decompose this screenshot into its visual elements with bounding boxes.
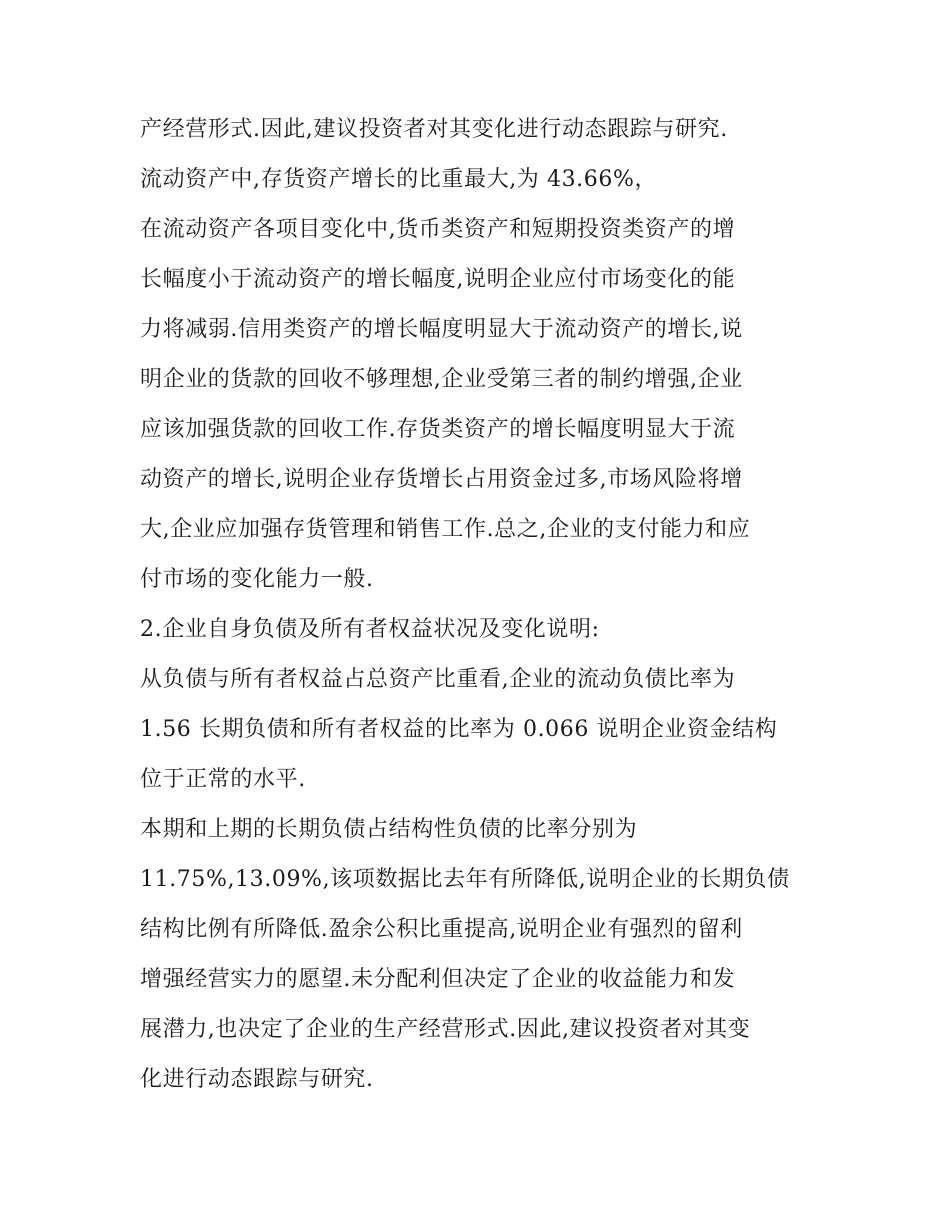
text-line: 明企业的货款的回收不够理想,企业受第三者的制约增强,企业 [140,367,743,392]
text-line: 在流动资产各项目变化中,货币类资产和短期投资类资产的增 [140,217,736,242]
text-line: 结构比例有所降低.盈余公积比重提高,说明企业有强烈的留利 [140,917,743,942]
text-line: 应该加强货款的回收工作.存货类资产的增长幅度明显大于流 [140,417,736,442]
text-line: 本期和上期的长期负债占结构性负债的比率分别为 [140,817,638,842]
text-line: 化进行动态跟踪与研究. [140,1067,374,1092]
section-heading: 2.企业自身负债及所有者权益状况及变化说明: [140,617,600,642]
text-line: 长幅度小于流动资产的增长幅度,说明企业应付市场变化的能 [140,267,736,292]
text-line: 流动资产中,存货资产增长的比重最大,为 43.66%， [140,167,658,192]
text-line: 动资产的增长,说明企业存货增长占用资金过多,市场风险将增 [140,467,743,492]
text-line: 大,企业应加强存货管理和销售工作.总之,企业的支付能力和应 [140,517,751,542]
text-line: 付市场的变化能力一般. [140,567,374,592]
text-line: 位于正常的水平. [140,767,306,792]
text-line: 展潜力,也决定了企业的生产经营形式.因此,建议投资者对其变 [140,1017,751,1042]
text-line: 11.75%,13.09%,该项数据比去年有所降低,说明企业的长期负债 [140,867,790,892]
body-text [140,105,810,1105]
text-line: 产经营形式.因此,建议投资者对其变化进行动态跟踪与研究. [140,117,728,142]
text-line: 增强经营实力的愿望.未分配利但决定了企业的收益能力和发 [140,967,736,992]
text-line: 1.56 长期负债和所有者权益的比率为 0.066 说明企业资金结构 [140,717,778,742]
text-line: 从负债与所有者权益占总资产比重看,企业的流动负债比率为 [140,667,736,692]
text-line: 力将减弱.信用类资产的增长幅度明显大于流动资产的增长,说 [140,317,743,342]
